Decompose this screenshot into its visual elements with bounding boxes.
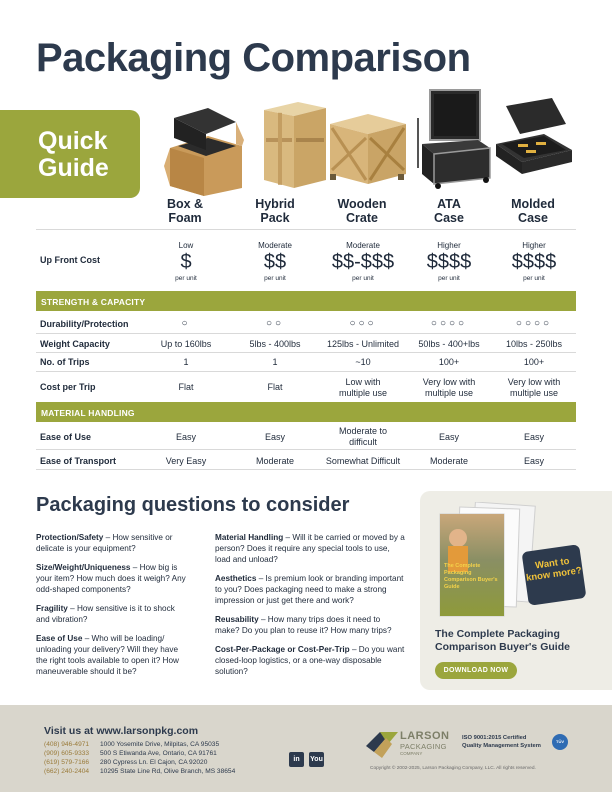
product-heading-crate [322,197,402,225]
location-phone[interactable]: (408) 946-4971 [44,741,90,748]
product-heading-foam [145,197,225,225]
row-label-trips: No. of Trips [40,357,90,367]
cost-level: Higher [437,241,461,250]
product-heading-molded [493,197,573,225]
cost-symbol: $$-$$$ [331,251,395,273]
product-heading-ata [409,197,489,225]
product-name: ATA [437,197,461,211]
promo-title: The Complete Packaging Comparison Buyer's Guide [435,628,570,653]
question-head: Fragility [36,604,68,613]
durability-rating: ○○ [265,318,285,329]
weight-value: 50lbs - 400+lbs [418,339,480,349]
location-row [44,750,217,758]
cost-level: Moderate [346,241,380,250]
location-row [44,768,235,776]
question-text: – Who will be loading/ unloading your delivery? Will they have the right tools available to open it? How maneuverable should it be? [36,634,179,676]
question-item [36,562,186,595]
location-row [44,759,207,767]
question-item [36,532,186,554]
cost-cell [402,240,496,284]
location-row [44,741,219,749]
divider [36,371,576,372]
questions-title: Packaging questions to consider [36,494,350,516]
row-label-weight: Weight Capacity [40,339,110,349]
cost-symbol: $$$$ [426,251,472,273]
cost-level: Higher [522,241,546,250]
location-phone[interactable]: (909) 605-9333 [44,750,90,757]
location-address: 500 S Etiwanda Ave, Ontario, CA 91761 [100,750,217,757]
cost-unit: per unit [523,275,545,282]
row-label-durability: Durability/Protection [40,319,129,329]
ease-transport-value: Very Easy [165,456,207,466]
question-head: Material Handling [215,533,284,542]
ease-use-value: Easy [264,432,285,442]
cost-level: Low [178,241,194,250]
logo-wordmark-sub: PACKAGING [400,742,447,751]
question-head: Aesthetics [215,574,257,583]
trips-value: 1 [183,357,189,367]
logo-wordmark: LARSON [400,730,450,742]
molded-case-image [492,88,576,196]
larson-logo-icon [366,728,398,758]
question-item [215,573,405,606]
ease-use-value: Moderate to difficult [338,426,388,447]
divider [36,333,576,334]
cost-trip-value: Very low with multiple use [422,377,476,398]
ease-use-value: Easy [523,432,544,442]
product-heading-hybrid [235,197,315,225]
question-head: Size/Weight/Uniqueness [36,563,131,572]
cost-level: Moderate [258,241,292,250]
location-address: 1000 Yosemite Drive, Milpitas, CA 95035 [100,741,220,748]
booklet-title: The Complete Packaging Comparison Buyer's Guide [444,563,498,590]
durability-rating: ○○○○ [430,318,468,329]
question-item [215,614,405,636]
logo-wordmark-company: COMPANY [400,751,423,756]
linkedin-icon[interactable]: in [289,752,304,767]
wooden-crate-image [326,88,410,196]
want-to-know-badge: Want to know more? [522,544,587,606]
divider [36,449,576,450]
durability-rating: ○○○ [349,318,377,329]
ease-use-value: Easy [438,432,459,442]
quick-guide-tab [0,110,140,198]
product-name: Box & [166,197,204,211]
ease-use-value: Easy [175,432,196,442]
question-item [215,532,405,565]
divider [36,352,576,353]
location-address: 10295 State Line Rd, Olive Branch, MS 38654 [100,768,236,775]
question-head: Ease of Use [36,634,83,643]
trips-value: 100+ [523,357,545,367]
question-item [215,644,405,677]
question-head: Reusability [215,615,259,624]
ease-transport-value: Moderate [255,456,295,466]
ease-transport-value: Easy [523,456,544,466]
cost-cell [228,240,322,284]
trips-value: 100+ [438,357,460,367]
question-text: – Is premium look or branding important to you? Does packaging need to make a strong impression or just get there and work? [215,574,404,605]
question-text: – How sensitive or delicate is your equipment? [36,533,173,553]
copyright: Copyright © 2002-2025, Larson Packaging Company, LLC. All rights reserved. [370,766,536,771]
tuv-badge-icon: TÜV [552,734,568,750]
foam-box-image [164,88,248,196]
row-label-ease-of-transport: Ease of Transport [40,456,117,466]
iso-line: Quality Management System [462,743,541,749]
question-item [36,633,186,677]
cost-unit: per unit [264,275,286,282]
row-label-cost-per-trip: Cost per Trip [40,382,96,392]
product-name: Crate [346,211,378,225]
durability-rating: ○ [181,318,191,329]
cost-unit: per unit [352,275,374,282]
iso-certification [462,734,541,750]
question-text: – Will it be carried or moved by a person? Does it require any special tools to use, load and unload? [215,533,405,564]
page-title: Packaging Comparison [36,36,471,80]
question-head: Cost-Per-Package or Cost-Per-Trip [215,645,350,654]
ata-case-image [412,88,496,196]
question-text: – How many trips does it need to make? Do you plan to reuse it? How many trips? [215,615,392,635]
location-phone[interactable]: (619) 579-7166 [44,759,90,766]
youtube-icon[interactable]: You [309,752,324,767]
question-text: – Do you want closed-loop logistics, or a one-way disposable solution? [215,645,405,676]
section-material-handling: MATERIAL HANDLING [36,402,576,422]
question-item [36,603,186,625]
cost-unit: per unit [175,275,197,282]
product-name: Pack [260,211,290,225]
download-now-button[interactable]: DOWNLOAD NOW [435,662,517,679]
cost-trip-value: Flat [178,382,194,392]
trips-value: 1 [272,357,278,367]
product-name: Wooden [337,197,387,211]
cost-cell [487,240,581,284]
location-phone[interactable]: (662) 240-2404 [44,768,90,775]
iso-line: ISO 9001:2015 Certified [462,735,527,741]
ease-transport-value: Somewhat Difficult [325,456,401,466]
cost-symbol: $$$$ [511,251,557,273]
product-name: Molded [511,197,555,211]
cost-trip-value: Very low with multiple use [507,377,561,398]
section-strength-capacity: STRENGTH & CAPACITY [36,291,576,311]
questions-right-column [215,532,405,685]
quick-guide-line2: Guide [38,154,109,182]
cost-cell [139,240,233,284]
questions-left-column [36,532,186,685]
website-link[interactable]: Visit us at www.larsonpkg.com [44,725,199,737]
question-text: – How big is your item? How much does it weigh? Any odd-shaped components? [36,563,186,594]
cost-symbol: $$ [263,251,287,273]
question-text: – How sensitive is it to shock and vibration? [36,604,175,624]
product-name: Case [434,211,464,225]
weight-value: 125lbs - Unlimited [326,339,400,349]
question-head: Protection/Safety [36,533,104,542]
location-address: 280 Cypress Ln. El Cajon, CA 92020 [100,759,208,766]
ease-transport-value: Moderate [429,456,469,466]
quick-guide-line1: Quick [38,127,108,155]
cost-unit: per unit [438,275,460,282]
cost-symbol: $ [180,251,192,273]
product-name: Hybrid [255,197,295,211]
cost-cell [316,240,410,284]
weight-value: 5lbs - 400lbs [249,339,301,349]
product-name: Foam [168,211,202,225]
product-name: Case [518,211,548,225]
weight-value: Up to 160lbs [160,339,212,349]
trips-value: ~10 [355,357,371,367]
divider [36,469,576,470]
cost-trip-value: Flat [267,382,283,392]
divider [36,229,576,230]
weight-value: 10lbs - 250lbs [505,339,563,349]
cost-trip-value: Low with multiple use [338,377,388,398]
row-label-cost: Up Front Cost [40,255,100,265]
durability-rating: ○○○○ [515,318,553,329]
row-label-ease-of-use: Ease of Use [40,432,92,442]
